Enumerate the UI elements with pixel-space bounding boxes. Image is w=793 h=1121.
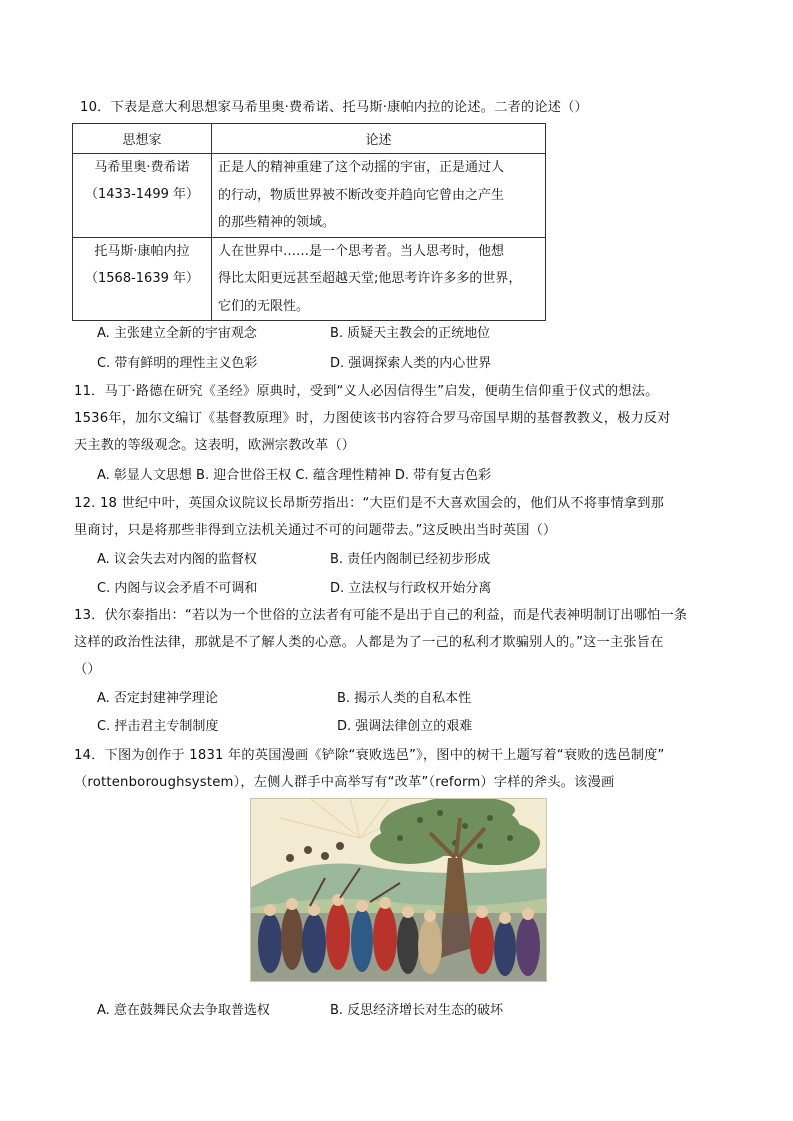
table-row [73, 154, 546, 238]
q11-options[interactable]: A. 彰显人文思想 B. 迎合世俗王权 C. 蕴含理性精神 D. 带有复古色彩 [97, 468, 492, 483]
q12-stem-line: 里商讨，只是将那些非得到立法机关通过不可的问题带去。”这反映出当时英国（） [74, 523, 557, 538]
q12-stem-line: 12. 18 世纪中叶，英国众议院议长昂斯劳指出：“大臣们是不大喜欢国会的，他们从不将事情拿到那 [74, 496, 665, 511]
q10-option-a[interactable]: A. 主张建立全新的宇宙观念 [97, 326, 257, 341]
q14-option-b[interactable]: B. 反思经济增长对生态的破坏 [330, 1003, 504, 1018]
q13-option-c[interactable]: C. 抨击君主专制制度 [97, 719, 219, 734]
q14-stem-line: 14．下图为创作于 1831 年的英国漫画《铲除“衰败选邑”》，图中的树干上题写着“衰败的选邑制度” [74, 748, 665, 763]
q13-option-a[interactable]: A. 否定封建神学理论 [97, 691, 218, 706]
q10-option-c[interactable]: C. 带有鲜明的理性主义色彩 [97, 356, 258, 371]
q13-stem-line: 这样的政治性法律，那就是不了解人类的心意。人都是为了一己的私利才欺骗别人的。”这一主张旨在 [74, 635, 664, 650]
thinker-years: （1433-1499 年） [85, 187, 199, 202]
table-header-thinker: 思想家 [73, 124, 212, 154]
q10-stem: 10．下表是意大利思想家马希里奥·费希诺、托马斯·康帕内拉的论述。二者的论述（） [80, 100, 588, 115]
q12-option-b[interactable]: B. 责任内阁制已经初步形成 [330, 552, 491, 567]
q14-option-a[interactable]: A. 意在鼓舞民众去争取普选权 [97, 1003, 270, 1018]
table-header-statement: 论述 [212, 124, 546, 154]
statement-line: 得比太阳更远甚至超越天堂;他思考许许多多的世界， [218, 271, 522, 286]
q13-option-b[interactable]: B. 揭示人类的自私本性 [337, 691, 472, 706]
rotten-borough-cartoon [250, 798, 547, 982]
q10-option-b[interactable]: B. 质疑天主教会的正统地位 [330, 326, 491, 341]
statement-line: 正是人的精神重建了这个动摇的宇宙，正是通过人 [218, 160, 505, 175]
q12-option-a[interactable]: A. 议会失去对内阁的监督权 [97, 552, 257, 567]
statement-line: 它们的无限性。 [218, 298, 310, 314]
q10-option-d[interactable]: D. 强调探索人类的内心世界 [330, 356, 492, 371]
q11-stem-line: 天主教的等级观念。这表明，欧洲宗教改革（） [74, 438, 356, 453]
q11-stem-line: 11．马丁·路德在研究《圣经》原典时，受到“义人必因信得生”启发，便萌生信仰重于仪式的想法。 [74, 384, 659, 399]
q12-option-c[interactable]: C. 内阁与议会矛盾不可调和 [97, 581, 258, 596]
q10-table [72, 123, 546, 321]
q13-stem-line: （） [74, 662, 101, 677]
statement-line: 的那些精神的领域。 [218, 215, 336, 230]
q13-option-d[interactable]: D. 强调法律创立的艰难 [337, 719, 473, 734]
q12-option-d[interactable]: D. 立法权与行政权开始分离 [330, 581, 492, 596]
q13-stem-line: 13．伏尔泰指出：“若以为一个世俗的立法者有可能不是出于自己的利益，而是代表神明制订出哪怕一条 [74, 608, 688, 623]
q14-stem-line: （rottenboroughsystem），左侧人群手中高举写有“改革”（reform）字样的斧头。该漫画 [74, 775, 615, 790]
q11-stem-line: 1536年，加尔文编订《基督教原理》时，力图使该书内容符合罗马帝国早期的基督教教义，极力反对 [74, 411, 671, 426]
thinker-name: 马希里奥·费希诺 [94, 160, 190, 175]
thinker-years: （1568-1639 年） [85, 270, 199, 286]
statement-line: 人在世界中……是一个思考者。当人思考时，他想 [218, 243, 505, 259]
statement-line: 的行动，物质世界被不断改变并趋向它曾由之产生 [218, 187, 505, 203]
table-row [73, 237, 546, 321]
thinker-name: 托马斯·康帕内拉 [94, 243, 190, 259]
